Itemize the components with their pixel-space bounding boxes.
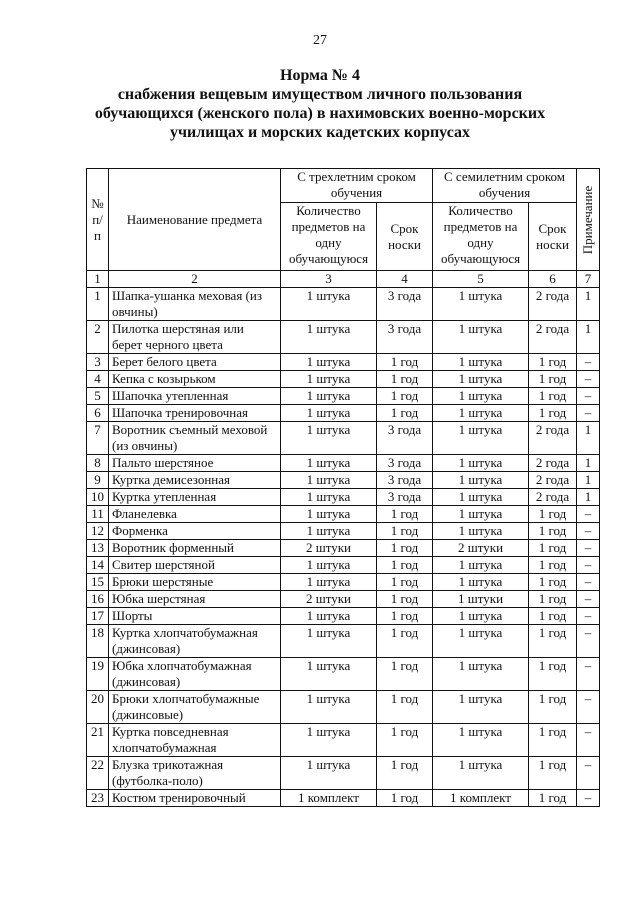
term-seven-year: 1 год [529, 790, 577, 807]
row-number: 12 [87, 523, 109, 540]
term-three-year: 1 год [377, 790, 433, 807]
qty-seven-year: 1 штука [433, 691, 529, 724]
term-seven-year: 1 год [529, 557, 577, 574]
term-three-year: 1 год [377, 625, 433, 658]
qty-seven-year: 1 штука [433, 489, 529, 506]
item-name: Воротник съемный меховой (из овчины) [109, 422, 281, 455]
row-note: – [577, 557, 600, 574]
qty-three-year: 1 штука [281, 371, 377, 388]
row-number: 10 [87, 489, 109, 506]
item-name: Куртка утепленная [109, 489, 281, 506]
term-seven-year: 1 год [529, 354, 577, 371]
header-qty-seven-year: Количество предметов на одну обучающуюся [433, 203, 529, 271]
term-seven-year: 2 года [529, 472, 577, 489]
qty-three-year: 1 штука [281, 574, 377, 591]
qty-three-year: 2 штуки [281, 540, 377, 557]
term-three-year: 1 год [377, 608, 433, 625]
row-number: 3 [87, 354, 109, 371]
term-seven-year: 2 года [529, 321, 577, 354]
table-row [87, 455, 600, 472]
term-seven-year: 2 года [529, 489, 577, 506]
column-number: 4 [377, 271, 433, 288]
row-number: 15 [87, 574, 109, 591]
item-name: Шапочка тренировочная [109, 405, 281, 422]
title-line-4: училищах и морских кадетских корпусах [170, 124, 470, 141]
qty-seven-year: 2 штуки [433, 540, 529, 557]
header-note-label: Примечание [580, 185, 596, 254]
table-row [87, 472, 600, 489]
term-three-year: 1 год [377, 724, 433, 757]
title-line-1: Норма № 4 [280, 67, 360, 84]
table-row [87, 371, 600, 388]
term-seven-year: 1 год [529, 608, 577, 625]
term-three-year: 1 год [377, 574, 433, 591]
term-seven-year: 1 год [529, 388, 577, 405]
qty-seven-year: 1 штука [433, 724, 529, 757]
term-seven-year: 1 год [529, 757, 577, 790]
row-note: – [577, 757, 600, 790]
row-number: 16 [87, 591, 109, 608]
qty-three-year: 1 штука [281, 724, 377, 757]
qty-three-year: 1 штука [281, 557, 377, 574]
qty-three-year: 1 штука [281, 608, 377, 625]
row-number: 13 [87, 540, 109, 557]
row-number: 8 [87, 455, 109, 472]
header-note [577, 169, 600, 271]
qty-three-year: 1 штука [281, 288, 377, 321]
qty-three-year: 1 штука [281, 388, 377, 405]
row-note: – [577, 591, 600, 608]
row-number: 21 [87, 724, 109, 757]
item-name: Свитер шерстяной [109, 557, 281, 574]
term-three-year: 3 года [377, 321, 433, 354]
qty-seven-year: 1 штука [433, 557, 529, 574]
item-name: Шапочка утепленная [109, 388, 281, 405]
supply-norm-table [86, 168, 600, 807]
item-name: Шорты [109, 608, 281, 625]
qty-seven-year: 1 штука [433, 523, 529, 540]
row-note: – [577, 371, 600, 388]
item-name: Костюм тренировочный [109, 790, 281, 807]
term-three-year: 1 год [377, 591, 433, 608]
term-seven-year: 1 год [529, 506, 577, 523]
qty-three-year: 2 штуки [281, 591, 377, 608]
qty-three-year: 1 штука [281, 354, 377, 371]
title-line-3: обучающихся (женского пола) в нахимовских военно-морских [94, 105, 546, 122]
term-seven-year: 1 год [529, 591, 577, 608]
table-row [87, 724, 600, 757]
header-term-three-year: Срок носки [377, 203, 433, 271]
item-name: Кепка с козырьком [109, 371, 281, 388]
row-note: 1 [577, 422, 600, 455]
table-row [87, 288, 600, 321]
term-seven-year: 2 года [529, 455, 577, 472]
term-seven-year: 1 год [529, 625, 577, 658]
table-body [87, 288, 600, 807]
title-line-2: снабжения вещевым имуществом личного пользования [117, 86, 523, 103]
qty-three-year: 1 штука [281, 506, 377, 523]
row-note: – [577, 405, 600, 422]
qty-seven-year: 1 штука [433, 371, 529, 388]
qty-seven-year: 1 штука [433, 574, 529, 591]
item-name: Берет белого цвета [109, 354, 281, 371]
qty-three-year: 1 штука [281, 489, 377, 506]
term-seven-year: 1 год [529, 540, 577, 557]
row-number: 11 [87, 506, 109, 523]
column-number: 6 [529, 271, 577, 288]
qty-seven-year: 1 штука [433, 288, 529, 321]
row-note: – [577, 540, 600, 557]
page-number: 27 [313, 33, 327, 48]
item-name: Куртка демисезонная [109, 472, 281, 489]
row-number: 7 [87, 422, 109, 455]
table-row [87, 790, 600, 807]
table-row [87, 354, 600, 371]
qty-three-year: 1 штука [281, 405, 377, 422]
qty-seven-year: 1 штука [433, 472, 529, 489]
table-row [87, 658, 600, 691]
term-seven-year: 1 год [529, 405, 577, 422]
row-note: 1 [577, 489, 600, 506]
table-row [87, 540, 600, 557]
item-name: Шапка-ушанка меховая (из овчины) [109, 288, 281, 321]
row-number: 9 [87, 472, 109, 489]
term-seven-year: 1 год [529, 574, 577, 591]
qty-three-year: 1 штука [281, 757, 377, 790]
row-number: 19 [87, 658, 109, 691]
term-three-year: 1 год [377, 658, 433, 691]
qty-three-year: 1 штука [281, 625, 377, 658]
term-three-year: 1 год [377, 557, 433, 574]
column-number: 7 [577, 271, 600, 288]
table-row [87, 506, 600, 523]
qty-seven-year: 1 штуки [433, 591, 529, 608]
row-note: – [577, 506, 600, 523]
qty-three-year: 1 штука [281, 523, 377, 540]
qty-three-year: 1 штука [281, 658, 377, 691]
term-seven-year: 2 года [529, 422, 577, 455]
table-row [87, 405, 600, 422]
table-row [87, 422, 600, 455]
term-seven-year: 1 год [529, 371, 577, 388]
qty-three-year: 1 штука [281, 321, 377, 354]
row-note: – [577, 523, 600, 540]
qty-seven-year: 1 штука [433, 658, 529, 691]
term-three-year: 1 год [377, 523, 433, 540]
row-number: 17 [87, 608, 109, 625]
term-seven-year: 2 года [529, 288, 577, 321]
table-row [87, 388, 600, 405]
qty-three-year: 1 штука [281, 472, 377, 489]
table-row [87, 691, 600, 724]
term-three-year: 1 год [377, 388, 433, 405]
qty-seven-year: 1 штука [433, 354, 529, 371]
table-row [87, 321, 600, 354]
term-three-year: 1 год [377, 506, 433, 523]
column-number: 3 [281, 271, 377, 288]
header-three-year: С трехлетним сроком обучения [281, 169, 433, 203]
item-name: Форменка [109, 523, 281, 540]
item-name: Брюки шерстяные [109, 574, 281, 591]
row-note: 1 [577, 288, 600, 321]
term-three-year: 3 года [377, 472, 433, 489]
row-number: 4 [87, 371, 109, 388]
table-row [87, 523, 600, 540]
item-name: Юбка шерстяная [109, 591, 281, 608]
term-seven-year: 1 год [529, 523, 577, 540]
term-three-year: 3 года [377, 455, 433, 472]
term-three-year: 1 год [377, 691, 433, 724]
row-number: 22 [87, 757, 109, 790]
qty-seven-year: 1 штука [433, 625, 529, 658]
term-three-year: 1 год [377, 371, 433, 388]
item-name: Брюки хлопчатобумажные (джинсовые) [109, 691, 281, 724]
table-row [87, 625, 600, 658]
qty-three-year: 1 штука [281, 691, 377, 724]
qty-seven-year: 1 штука [433, 455, 529, 472]
row-note: 1 [577, 321, 600, 354]
qty-seven-year: 1 штука [433, 757, 529, 790]
row-note: – [577, 658, 600, 691]
row-number: 1 [87, 288, 109, 321]
table-row [87, 557, 600, 574]
qty-three-year: 1 штука [281, 455, 377, 472]
item-name: Фланелевка [109, 506, 281, 523]
column-number: 5 [433, 271, 529, 288]
row-number: 5 [87, 388, 109, 405]
row-number: 20 [87, 691, 109, 724]
term-three-year: 1 год [377, 757, 433, 790]
qty-seven-year: 1 штука [433, 405, 529, 422]
header-seven-year: С семилетним сроком обучения [433, 169, 577, 203]
row-note: – [577, 790, 600, 807]
table-row [87, 574, 600, 591]
item-name: Куртка хлопчатобумажная (джинсовая) [109, 625, 281, 658]
row-note: – [577, 574, 600, 591]
term-three-year: 1 год [377, 405, 433, 422]
row-note: – [577, 354, 600, 371]
qty-seven-year: 1 комплект [433, 790, 529, 807]
row-number: 2 [87, 321, 109, 354]
item-name: Пилотка шерстяная или берет черного цвета [109, 321, 281, 354]
row-note: 1 [577, 472, 600, 489]
header-item-name: Наименование предмета [109, 169, 281, 271]
document-title [0, 66, 640, 142]
row-note: – [577, 608, 600, 625]
term-seven-year: 1 год [529, 691, 577, 724]
term-three-year: 3 года [377, 422, 433, 455]
row-note: – [577, 691, 600, 724]
qty-seven-year: 1 штука [433, 422, 529, 455]
qty-three-year: 1 комплект [281, 790, 377, 807]
row-number: 6 [87, 405, 109, 422]
item-name: Блузка трикотажная (футболка-поло) [109, 757, 281, 790]
term-three-year: 3 года [377, 489, 433, 506]
table-row [87, 489, 600, 506]
item-name: Воротник форменный [109, 540, 281, 557]
row-number: 14 [87, 557, 109, 574]
header-number: № п/п [87, 169, 109, 271]
row-note: – [577, 388, 600, 405]
row-note: 1 [577, 455, 600, 472]
qty-seven-year: 1 штука [433, 388, 529, 405]
term-three-year: 3 года [377, 288, 433, 321]
item-name: Юбка хлопчатобумажная (джинсовая) [109, 658, 281, 691]
row-note: – [577, 724, 600, 757]
term-seven-year: 1 год [529, 724, 577, 757]
item-name: Куртка повседневная хлопчатобумажная [109, 724, 281, 757]
term-seven-year: 1 год [529, 658, 577, 691]
qty-seven-year: 1 штука [433, 608, 529, 625]
table-row [87, 757, 600, 790]
term-three-year: 1 год [377, 540, 433, 557]
column-number: 1 [87, 271, 109, 288]
table-row [87, 608, 600, 625]
column-number: 2 [109, 271, 281, 288]
term-three-year: 1 год [377, 354, 433, 371]
row-note: – [577, 625, 600, 658]
item-name: Пальто шерстяное [109, 455, 281, 472]
qty-seven-year: 1 штука [433, 506, 529, 523]
header-qty-three-year: Количество предметов на одну обучающуюся [281, 203, 377, 271]
header-term-seven-year: Срок носки [529, 203, 577, 271]
row-number: 18 [87, 625, 109, 658]
qty-three-year: 1 штука [281, 422, 377, 455]
table-row [87, 591, 600, 608]
row-number: 23 [87, 790, 109, 807]
qty-seven-year: 1 штука [433, 321, 529, 354]
